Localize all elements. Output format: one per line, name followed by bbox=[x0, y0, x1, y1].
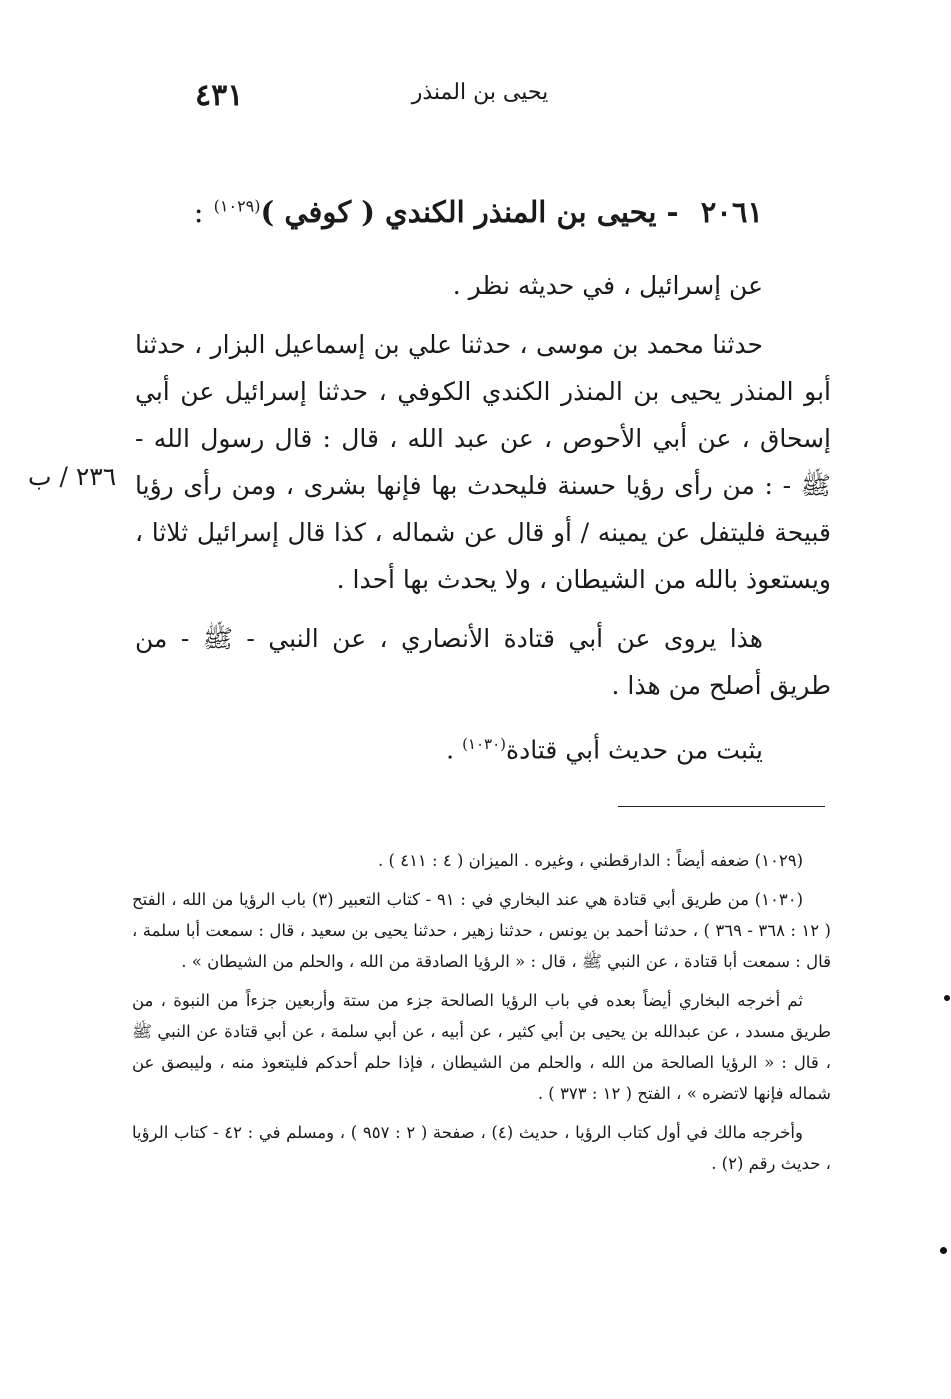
page-number: ٤٣١ bbox=[195, 78, 244, 113]
entry-number: ٢٠٦١ bbox=[700, 195, 763, 229]
entry-heading bbox=[143, 195, 763, 229]
scan-speck bbox=[944, 995, 950, 1001]
body-footnote-ref: (١٠٣٠) bbox=[462, 735, 507, 753]
body-paragraph-4-text: يثبت من حديث أبي قتادة bbox=[506, 735, 763, 765]
scan-speck bbox=[940, 1247, 947, 1254]
footnotes bbox=[132, 845, 831, 1187]
footnote-1030: (١٠٣٠) من طريق أبي قتادة هي عند البخاري في : ٩١ - كتاب التعبير (٣) باب الرؤيا من الله ، الفتح ( ١٢ : ٣٦٨ - ٣٦٩ ) ، حدثنا أحمد بن يونس ، حدثنا زهير ، حدثنا يحيى بن سعيد ، قال : سمعت أبا سلمة ، قال : سمعت أبا قتادة ، عن النبي ﷺ ، قال : « الرؤيا الصادقة من الله ، والحلم من الشيطان » . bbox=[132, 890, 831, 971]
entry-body bbox=[135, 262, 831, 785]
footnote-1030-malik-muslim: وأخرجه مالك في أول كتاب الرؤيا ، حديث (٤) ، صفحة ( ٢ : ٩٥٧ ) ، ومسلم في : ٤٢ - كتاب الرؤيا ، حديث رقم (٢) . bbox=[132, 1123, 831, 1173]
manuscript-folio-note: ٢٣٦ / ب bbox=[28, 462, 117, 491]
footnote-1030-continued: ثم أخرجه البخاري أيضاً بعده في باب الرؤيا الصالحة جزء من ستة وأربعين جزءاً من النبوة ، من طريق مسدد ، عن عبدالله بن يحيى بن أبي كثير ، عن أبيه ، عن أبي سلمة ، عن أبي قتادة عن النبي ﷺ ، قال : « الرؤيا الصالحة من الله ، والحلم من الشيطان ، فإذا حلم أحدكم فليتعوذ منه ، وليبصق عن شماله فإنها لاتضره » ، الفتح ( ١٢ : ٣٧٣ ) . bbox=[132, 991, 831, 1103]
body-paragraph-4-end: . bbox=[446, 735, 463, 765]
body-paragraph-1: عن إسرائيل ، في حديثه نظر . bbox=[452, 271, 763, 300]
running-header-title: يحيى بن المنذر bbox=[411, 80, 549, 105]
footnote-separator bbox=[618, 806, 825, 807]
entry-dash: - bbox=[666, 195, 679, 229]
entry-footnote-ref: (١٠٢٩) bbox=[213, 196, 261, 216]
body-paragraph-2: حدثنا محمد بن موسى ، حدثنا علي بن إسماعيل البزار ، حدثنا أبو المنذر يحيى بن المنذر الكندي الكوفي ، حدثنا إسرائيل عن أبي إسحاق ، عن أبي الأحوص ، عن عبد الله ، قال : قال رسول الله - ﷺ - : من رأى رؤيا حسنة فليحدث بها فإنها بشرى ، ومن رأى رؤيا قبيحة فليتفل عن يمينه / أو قال عن شماله ، كذا قال إسرائيل ثلاثا ، ويستعوذ بالله من الشيطان ، ولا يحدث بها أحدا . bbox=[135, 330, 831, 594]
body-paragraph-4 bbox=[135, 721, 831, 773]
entry-name: يحيى بن المنذر الكندي ( كوفي ) bbox=[260, 195, 657, 229]
footnote-1029: (١٠٢٩) ضعفه أيضاً : الدارقطني ، وغيره . الميزان ( ٤ : ٤١١ ) . bbox=[378, 851, 803, 870]
entry-colon: : bbox=[193, 195, 204, 229]
body-paragraph-3: هذا يروى عن أبي قتادة الأنصاري ، عن النبي - ﷺ - من طريق أصلح من هذا . bbox=[135, 624, 831, 700]
